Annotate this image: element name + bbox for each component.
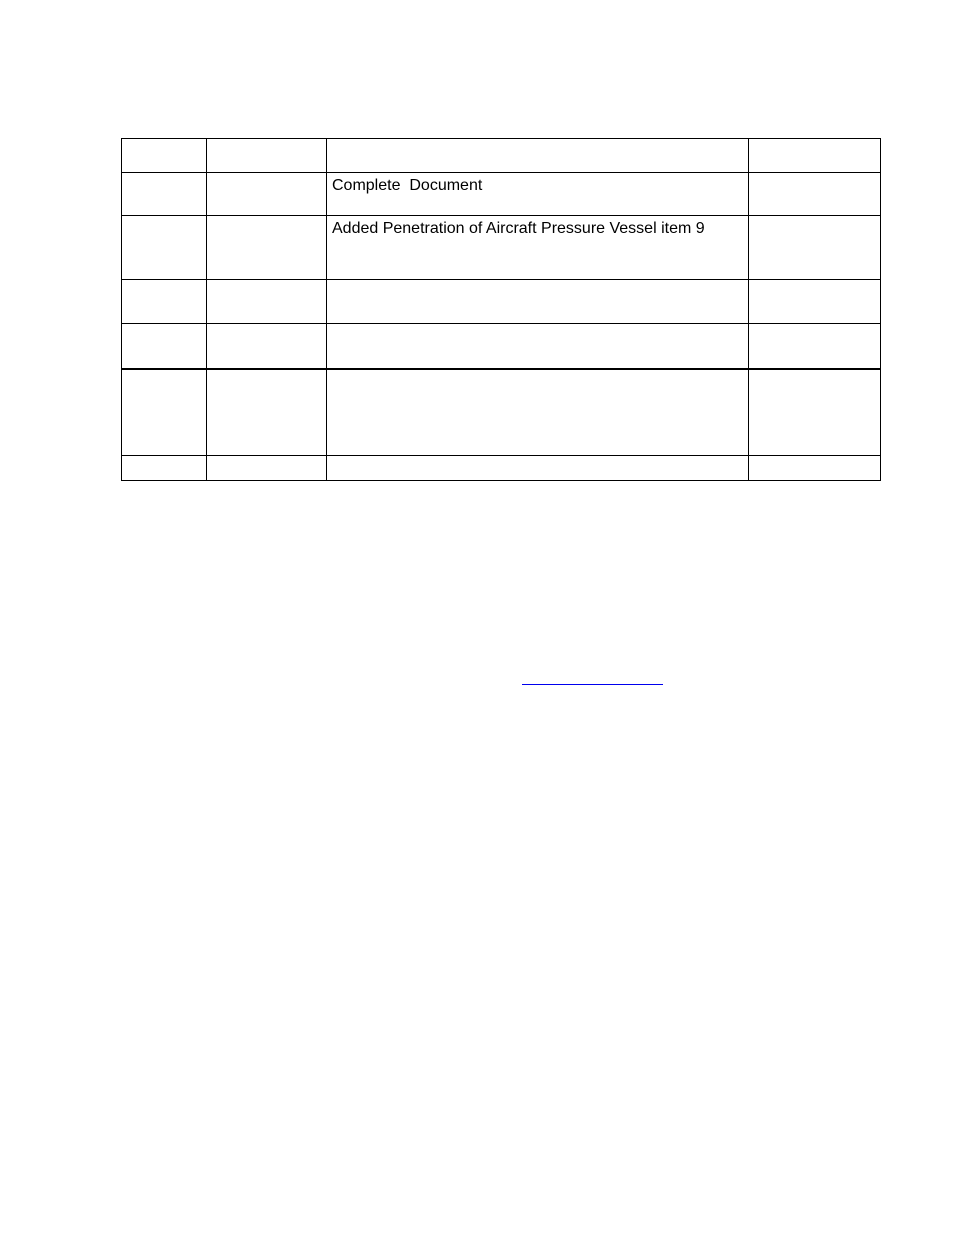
table-cell xyxy=(207,324,327,369)
table-row xyxy=(122,369,881,456)
table-row xyxy=(122,456,881,481)
table-cell xyxy=(327,456,749,481)
table-cell xyxy=(327,139,749,173)
table-cell xyxy=(749,369,881,456)
table-cell xyxy=(327,324,749,369)
hyperlink[interactable] xyxy=(522,672,663,685)
table-row xyxy=(122,280,881,324)
table-cell xyxy=(749,139,881,173)
table-cell xyxy=(749,456,881,481)
table-cell xyxy=(327,280,749,324)
table-cell xyxy=(207,216,327,280)
table-cell xyxy=(122,456,207,481)
table-cell xyxy=(122,369,207,456)
table-cell xyxy=(207,369,327,456)
table-row xyxy=(122,173,881,216)
revision-table xyxy=(121,138,881,481)
table-cell xyxy=(327,369,749,456)
table-cell xyxy=(749,324,881,369)
table-cell xyxy=(122,216,207,280)
table-cell xyxy=(207,456,327,481)
table-row xyxy=(122,139,881,173)
table-cell xyxy=(122,280,207,324)
table-cell: Complete Document xyxy=(327,173,749,216)
table-cell xyxy=(122,173,207,216)
table-cell xyxy=(749,173,881,216)
table-cell xyxy=(207,173,327,216)
table-cell xyxy=(122,324,207,369)
table-cell xyxy=(122,139,207,173)
table-cell xyxy=(207,280,327,324)
table-cell xyxy=(749,216,881,280)
table-row xyxy=(122,324,881,369)
table-cell: Added Penetration of Aircraft Pressure Vessel item 9 xyxy=(327,216,749,280)
table-row xyxy=(122,216,881,280)
table-cell xyxy=(749,280,881,324)
table-cell xyxy=(207,139,327,173)
